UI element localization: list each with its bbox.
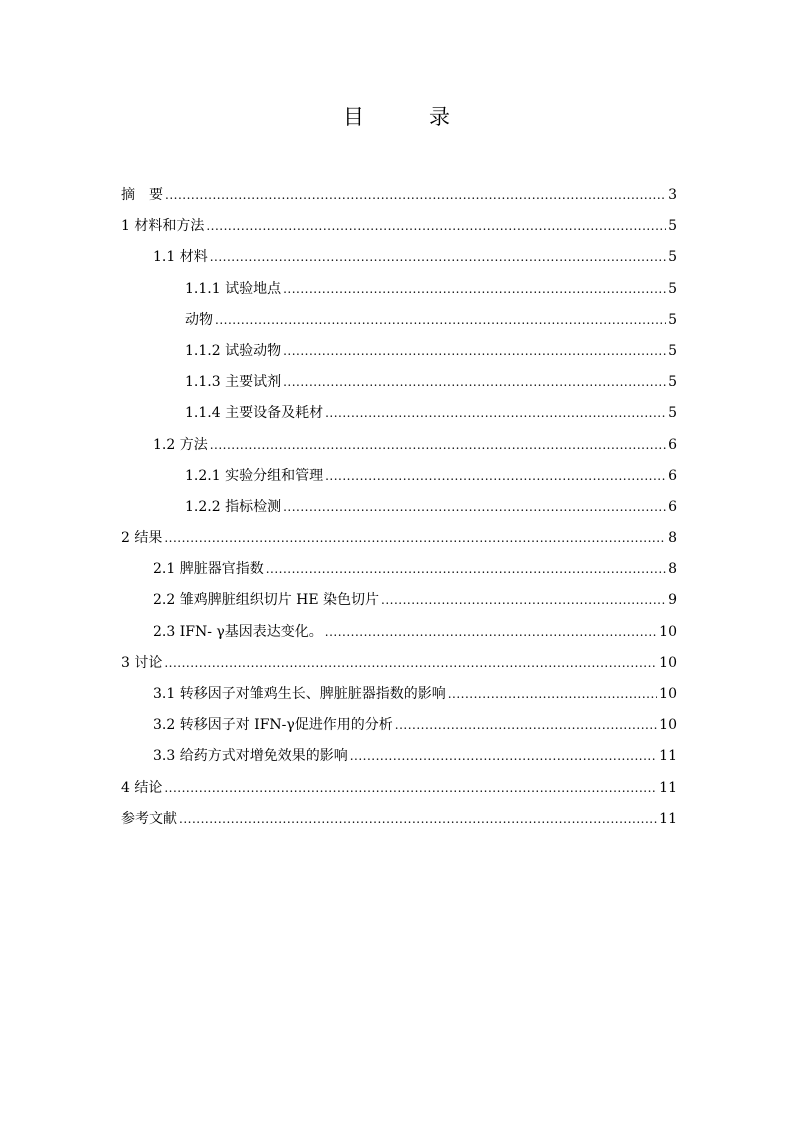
toc-entry-test-animals[interactable] bbox=[121, 336, 677, 367]
toc-entry-label: 1.1.4 主要设备及耗材 bbox=[185, 405, 324, 422]
toc-entry-label: 2 结果 bbox=[121, 530, 163, 547]
toc-entry-label: 1.1.2 试验动物 bbox=[185, 342, 282, 359]
toc-entry-page: 5 bbox=[668, 405, 677, 422]
dot-leader bbox=[165, 180, 666, 211]
toc-entry-page: 8 bbox=[668, 561, 677, 578]
dot-leader bbox=[210, 242, 666, 273]
toc-entry-label: 1.2.1 实验分组和管理 bbox=[185, 467, 324, 484]
toc-entry-page: 5 bbox=[668, 218, 677, 235]
toc-entry-materials-methods[interactable] bbox=[121, 211, 677, 242]
toc-entry-page: 10 bbox=[659, 623, 677, 640]
toc-entry-animals[interactable] bbox=[121, 305, 677, 336]
dot-leader bbox=[164, 523, 666, 554]
toc-entry-conclusion[interactable] bbox=[121, 773, 677, 804]
toc-entry-page: 5 bbox=[668, 342, 677, 359]
toc-entry-label: 2.1 脾脏器官指数 bbox=[153, 561, 264, 578]
dot-leader bbox=[325, 617, 657, 648]
dot-leader bbox=[210, 430, 666, 461]
dot-leader bbox=[325, 398, 666, 429]
toc-entry-growth-effect[interactable] bbox=[121, 679, 677, 710]
toc-entry-discussion[interactable] bbox=[121, 648, 677, 679]
toc-entry-label: 3.2 转移因子对 IFN-γ促进作用的分析 bbox=[153, 717, 393, 734]
toc-entry-abstract[interactable] bbox=[121, 180, 677, 211]
toc-entry-equipment[interactable] bbox=[121, 398, 677, 429]
toc-entry-label: 3 讨论 bbox=[121, 654, 163, 671]
toc-entry-page: 9 bbox=[668, 592, 677, 609]
toc-entry-page: 8 bbox=[668, 530, 677, 547]
toc-entry-label: 1.2.2 指标检测 bbox=[185, 498, 282, 515]
toc-entry-results[interactable] bbox=[121, 523, 677, 554]
toc-entry-label: 摘 要 bbox=[121, 187, 163, 203]
toc-entry-page: 5 bbox=[668, 280, 677, 297]
toc-entry-label: 1 材料和方法 bbox=[121, 218, 205, 235]
toc-entry-he-staining[interactable] bbox=[121, 585, 677, 616]
toc-entry-page: 11 bbox=[659, 779, 677, 796]
toc-entry-administration[interactable] bbox=[121, 741, 677, 772]
toc-entry-references[interactable] bbox=[121, 804, 677, 835]
toc-entry-label: 1.1.3 主要试剂 bbox=[185, 374, 282, 391]
toc-entry-label: 4 结论 bbox=[121, 779, 163, 796]
toc-entry-label: 1.2 方法 bbox=[153, 436, 208, 453]
toc-entry-page: 11 bbox=[659, 748, 677, 765]
dot-leader bbox=[395, 710, 657, 741]
table-of-contents bbox=[121, 180, 677, 835]
dot-leader bbox=[325, 461, 666, 492]
toc-entry-spleen-index[interactable] bbox=[121, 554, 677, 585]
toc-entry-indicators[interactable] bbox=[121, 492, 677, 523]
toc-entry-grouping[interactable] bbox=[121, 461, 677, 492]
dot-leader bbox=[381, 585, 666, 616]
toc-entry-reagents[interactable] bbox=[121, 367, 677, 398]
dot-leader bbox=[266, 554, 666, 585]
toc-entry-page: 5 bbox=[668, 311, 677, 328]
toc-entry-page: 3 bbox=[668, 187, 677, 203]
toc-entry-page: 10 bbox=[659, 717, 677, 734]
toc-entry-label: 动物 bbox=[185, 311, 213, 328]
toc-entry-label: 3.1 转移因子对雏鸡生长、脾脏脏器指数的影响 bbox=[153, 686, 446, 702]
dot-leader bbox=[206, 211, 666, 242]
toc-entry-ifn-expression[interactable] bbox=[121, 617, 677, 648]
toc-entry-page: 5 bbox=[668, 249, 677, 266]
page-title: 目 录 bbox=[343, 105, 472, 129]
toc-entry-label: 1.1 材料 bbox=[153, 249, 208, 266]
dot-leader bbox=[215, 305, 666, 336]
toc-entry-page: 6 bbox=[668, 498, 677, 515]
toc-entry-page: 6 bbox=[668, 436, 677, 453]
toc-entry-ifn-analysis[interactable] bbox=[121, 710, 677, 741]
dot-leader bbox=[350, 741, 657, 772]
toc-entry-page: 11 bbox=[659, 810, 677, 827]
toc-entry-label: 参考文献 bbox=[121, 810, 177, 827]
dot-leader bbox=[283, 274, 666, 305]
toc-entry-label: 3.3 给药方式对增免效果的影响 bbox=[153, 748, 348, 765]
dot-leader bbox=[448, 679, 657, 710]
toc-entry-page: 10 bbox=[659, 654, 677, 671]
dot-leader bbox=[283, 492, 666, 523]
toc-entry-label: 1.1.1 试验地点 bbox=[185, 280, 282, 297]
toc-entry-label: 2.3 IFN- γ基因表达变化。 bbox=[153, 623, 323, 640]
toc-entry-page: 5 bbox=[668, 374, 677, 391]
toc-entry-label: 2.2 雏鸡脾脏组织切片 HE 染色切片 bbox=[153, 592, 380, 609]
dot-leader bbox=[164, 773, 657, 804]
dot-leader bbox=[283, 367, 666, 398]
dot-leader bbox=[164, 648, 657, 679]
toc-entry-materials[interactable] bbox=[121, 242, 677, 273]
toc-entry-page: 10 bbox=[659, 686, 677, 702]
toc-entry-test-site[interactable] bbox=[121, 274, 677, 305]
dot-leader bbox=[283, 336, 666, 367]
toc-entry-methods[interactable] bbox=[121, 430, 677, 461]
dot-leader bbox=[179, 804, 657, 835]
toc-entry-page: 6 bbox=[668, 467, 677, 484]
